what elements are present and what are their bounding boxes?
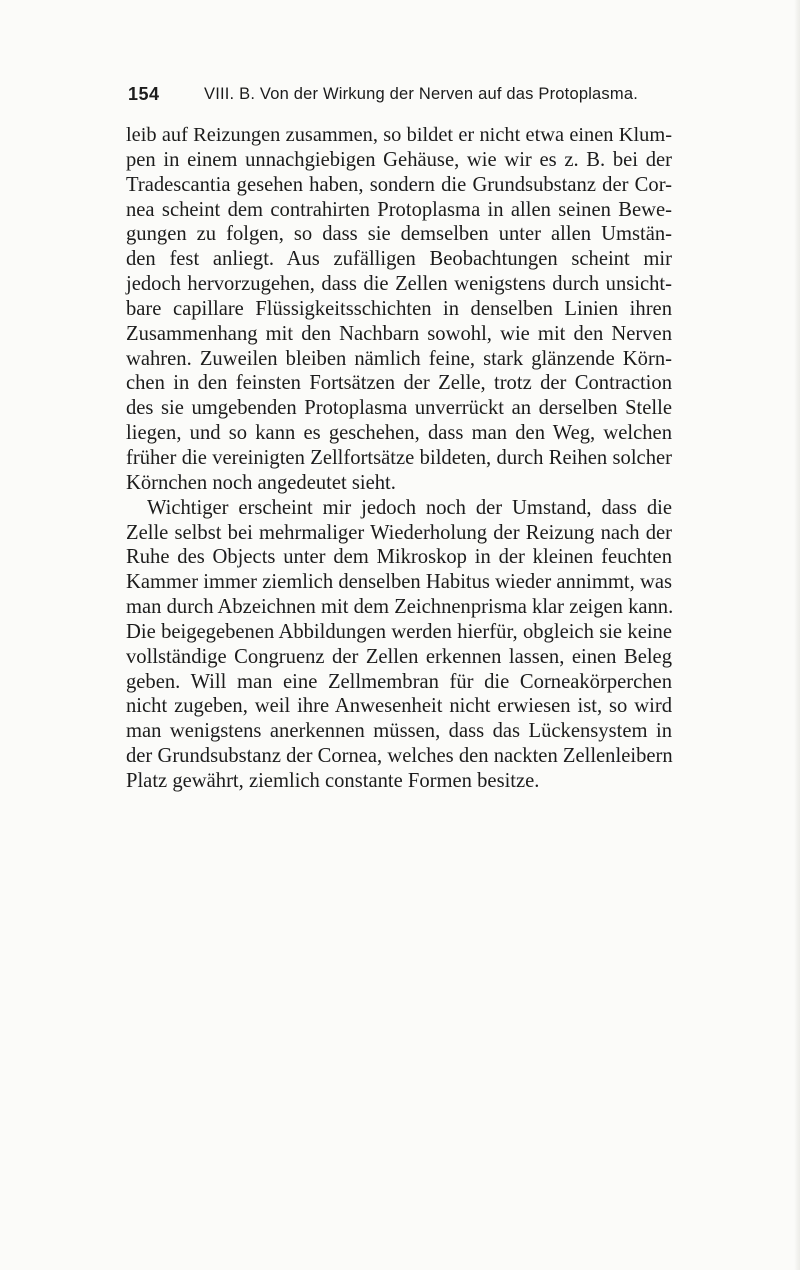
text-line: der Grundsubstanz der Cornea, welches den nackten Zellenleibern bbox=[126, 745, 673, 768]
text-line: gungen zu folgen, so dass sie demselben unter allen Umstän- bbox=[126, 223, 672, 246]
body-text bbox=[126, 123, 672, 794]
text-line: früher die vereinigten Zellfortsätze bildeten, durch Reihen solcher bbox=[126, 446, 672, 469]
running-head bbox=[128, 84, 673, 114]
text-line: des sie umgebenden Protoplasma unverrückt an derselben Stelle bbox=[126, 397, 672, 420]
text-line: pen in einem unnachgiebigen Gehäuse, wie wir es z. B. bei der bbox=[126, 148, 672, 171]
text-line: Körnchen noch angedeutet sieht. bbox=[126, 471, 396, 494]
page-edge-shadow bbox=[794, 0, 800, 1270]
text-line: man wenigstens anerkennen müssen, dass das Lückensystem in bbox=[126, 720, 672, 743]
text-line: leib auf Reizungen zusammen, so bildet er nicht etwa einen Klum- bbox=[126, 124, 672, 146]
text-line: geben. Will man eine Zellmembran für die Corneakörperchen bbox=[126, 670, 672, 693]
text-line: liegen, und so kann es geschehen, dass man den Weg, welchen bbox=[126, 422, 672, 445]
text-line: man durch Abzeichnen mit dem Zeichnenprisma klar zeigen kann. bbox=[126, 596, 674, 619]
paragraph bbox=[126, 496, 672, 794]
text-line: Zusammenhang mit den Nachbarn sowohl, wie mit den Nerven bbox=[126, 322, 672, 345]
text-line: Ruhe des Objects unter dem Mikroskop in der kleinen feuchten bbox=[126, 546, 672, 569]
text-line: jedoch hervorzugehen, dass die Zellen wenigstens durch unsicht- bbox=[126, 273, 672, 296]
text-line: Wichtiger erscheint mir jedoch noch der Umstand, dass die bbox=[147, 496, 672, 519]
text-line: Kammer immer ziemlich denselben Habitus wieder annimmt, was bbox=[126, 571, 672, 594]
text-line: Platz gewährt, ziemlich constante Formen besitze. bbox=[126, 769, 540, 792]
text-line: nea scheint dem contrahirten Protoplasma in allen seinen Bewe- bbox=[126, 198, 672, 221]
page-number: 154 bbox=[128, 84, 160, 104]
text-line: vollständige Congruenz der Zellen erkennen lassen, einen Beleg bbox=[126, 645, 672, 668]
text-line: bare capillare Flüssigkeitsschichten in denselben Linien ihren bbox=[126, 297, 672, 320]
text-line: Tradescantia gesehen haben, sondern die Grundsubstanz der Cor- bbox=[126, 173, 672, 196]
text-line: den fest anliegt. Aus zufälligen Beobachtungen scheint mir bbox=[126, 248, 672, 271]
paragraph bbox=[126, 123, 672, 496]
text-line: chen in den feinsten Fortsätzen der Zelle, trotz der Contraction bbox=[126, 372, 672, 395]
text-line: nicht zugeben, weil ihre Anwesenheit nicht erwiesen ist, so wird bbox=[126, 695, 672, 718]
text-line: Zelle selbst bei mehrmaliger Wiederholung der Reizung nach der bbox=[126, 521, 672, 544]
text-line: wahren. Zuweilen bleiben nämlich feine, stark glänzende Körn- bbox=[126, 347, 672, 370]
text-line: Die beigegebenen Abbildungen werden hierfür, obgleich sie keine bbox=[126, 620, 672, 643]
chapter-heading: VIII. B. Von der Wirkung der Nerven auf das Protoplasma. bbox=[204, 85, 638, 103]
